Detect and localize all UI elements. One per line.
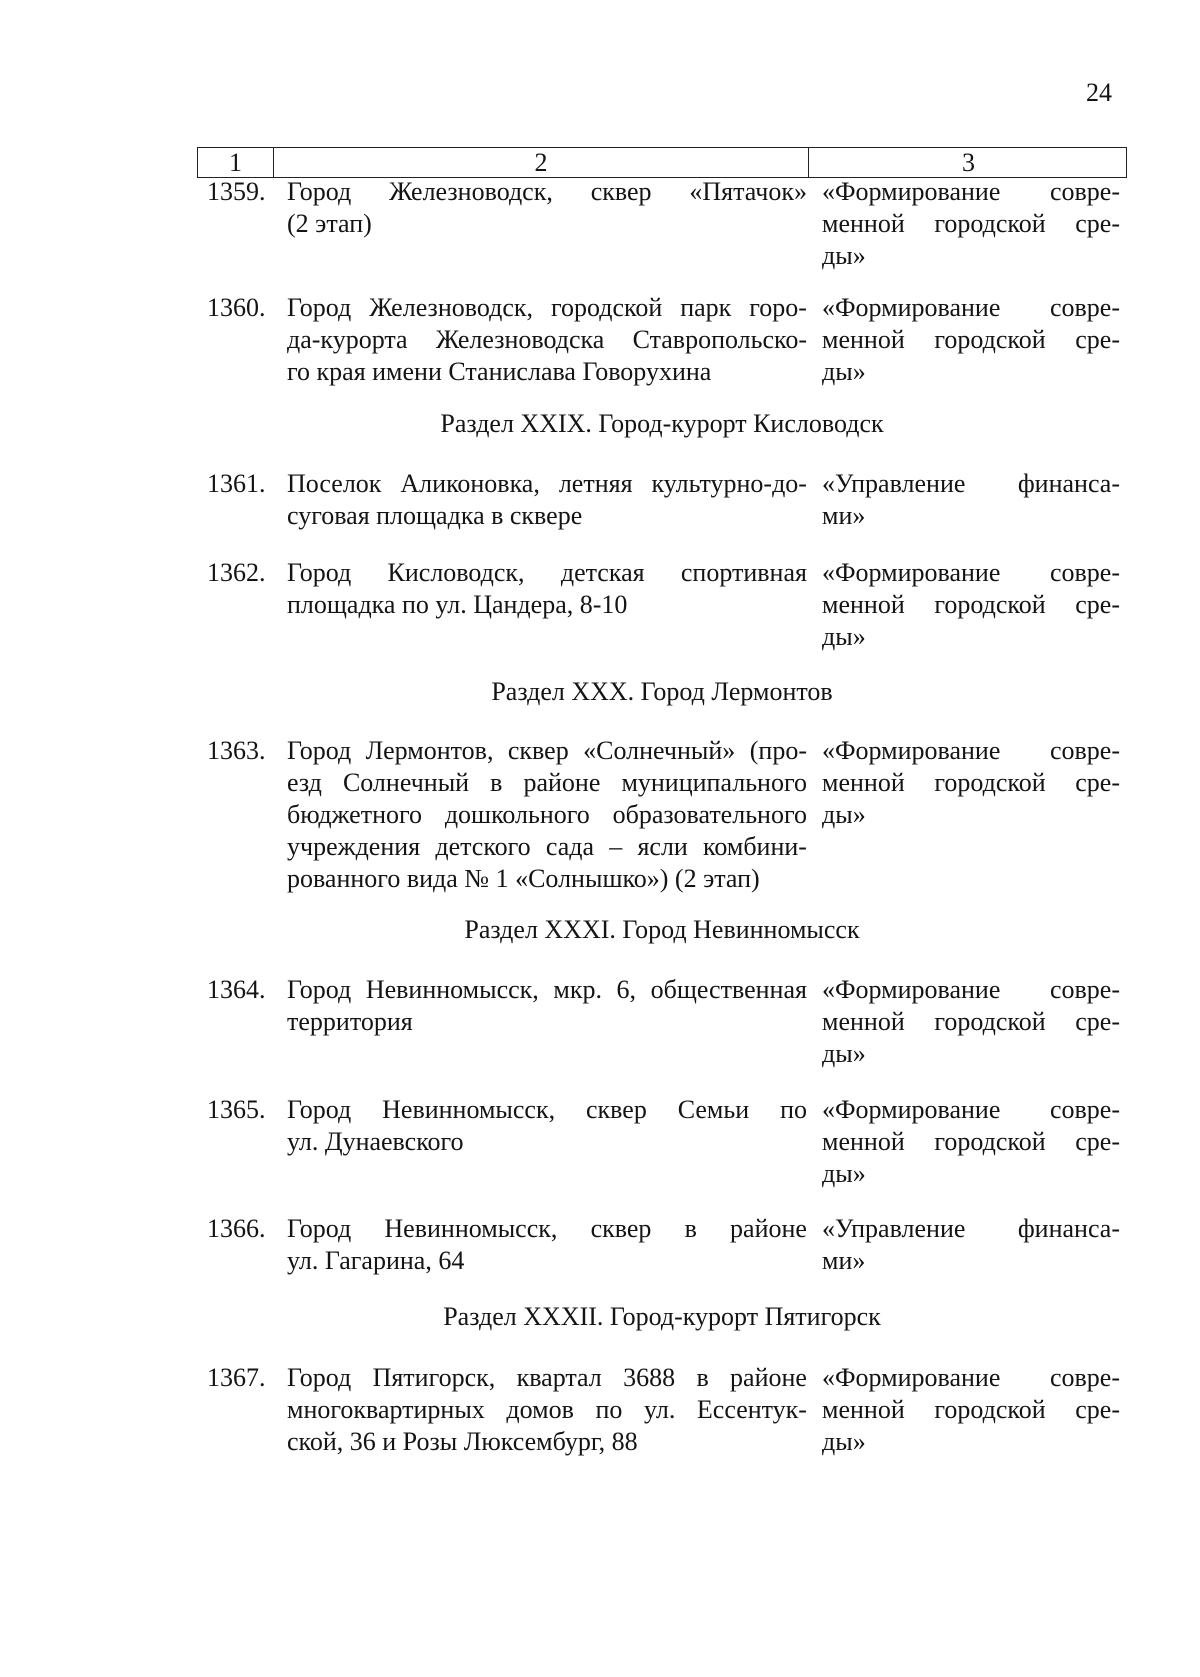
row-number: 1361. bbox=[207, 469, 266, 498]
text-line: ды» bbox=[822, 1039, 866, 1068]
text-line: «Управление финанса- bbox=[822, 1214, 1120, 1243]
text-line: (2 этап) bbox=[287, 209, 372, 238]
text-line: Город Невинномысск, сквер в районе bbox=[287, 1214, 807, 1243]
text-line: ды» bbox=[822, 357, 866, 386]
text-line: площадка по ул. Цандера, 8-10 bbox=[287, 590, 628, 619]
page-number: 24 bbox=[1086, 78, 1112, 107]
text-line: территория bbox=[287, 1007, 413, 1036]
program-name bbox=[822, 1213, 1120, 1277]
text-line: ул. Дунаевского bbox=[287, 1127, 464, 1156]
text-line: ды» bbox=[822, 1427, 866, 1456]
text-line: менной городской сре- bbox=[822, 1395, 1120, 1424]
program-name bbox=[822, 468, 1120, 532]
text-line: многоквартирных домов по ул. Ессентук- bbox=[287, 1395, 807, 1424]
section-heading: Раздел XXX. Город Лермонтов bbox=[491, 677, 833, 706]
text-line: рованного вида № 1 «Солнышко») (2 этап) bbox=[287, 864, 760, 893]
object-name bbox=[287, 1094, 807, 1158]
row-number: 1360. bbox=[207, 293, 266, 322]
object-name bbox=[287, 974, 807, 1038]
text-line: менной городской сре- bbox=[822, 768, 1120, 797]
text-line: ды» bbox=[822, 800, 866, 829]
text-line: ды» bbox=[822, 241, 866, 270]
text-line: менной городской сре- bbox=[822, 209, 1120, 238]
header-col-1: 1 bbox=[229, 148, 242, 177]
object-name bbox=[287, 468, 807, 532]
object-name bbox=[287, 176, 807, 240]
program-name bbox=[822, 974, 1120, 1070]
program-name bbox=[822, 176, 1120, 272]
text-line: ми» bbox=[822, 501, 866, 530]
text-line: бюджетного дошкольного образовательного bbox=[287, 800, 807, 829]
row-number: 1366. bbox=[207, 1214, 266, 1243]
text-line: «Формирование совре- bbox=[822, 558, 1120, 587]
text-line: ми» bbox=[822, 1246, 866, 1275]
text-line: го края имени Станислава Говорухина bbox=[287, 357, 712, 386]
object-name bbox=[287, 1213, 807, 1277]
text-line: да-курорта Железноводска Ставропольско- bbox=[287, 325, 807, 354]
text-line: «Управление финанса- bbox=[822, 469, 1120, 498]
text-line: Город Пятигорск, квартал 3688 в районе bbox=[287, 1363, 807, 1392]
row-number: 1359. bbox=[207, 177, 266, 206]
text-line: ул. Гагарина, 64 bbox=[287, 1246, 465, 1275]
object-name bbox=[287, 1362, 807, 1458]
text-line: учреждения детского сада – ясли комбини- bbox=[287, 832, 807, 861]
header-col-3: 3 bbox=[962, 148, 975, 177]
row-number: 1363. bbox=[207, 736, 266, 765]
text-line: «Формирование совре- bbox=[822, 736, 1120, 765]
text-line: ды» bbox=[822, 622, 866, 651]
row-number: 1367. bbox=[207, 1363, 266, 1392]
text-line: суговая площадка в сквере bbox=[287, 501, 583, 530]
program-name bbox=[822, 557, 1120, 653]
text-line: менной городской сре- bbox=[822, 590, 1120, 619]
row-number: 1362. bbox=[207, 558, 266, 587]
header-col-2: 2 bbox=[534, 148, 548, 177]
text-line: Город Невинномысск, мкр. 6, общественная bbox=[287, 975, 807, 1004]
text-line: ской, 36 и Розы Люксембург, 88 bbox=[287, 1427, 638, 1456]
text-line: Город Лермонтов, сквер «Солнечный» (про- bbox=[287, 736, 807, 765]
object-name bbox=[287, 735, 807, 895]
row-number: 1364. bbox=[207, 975, 266, 1004]
text-line: Поселок Аликоновка, летняя культурно-до- bbox=[287, 469, 807, 498]
object-name bbox=[287, 557, 807, 621]
program-name bbox=[822, 1362, 1120, 1458]
text-line: «Формирование совре- bbox=[822, 1095, 1120, 1124]
program-name bbox=[822, 735, 1120, 831]
text-line: «Формирование совре- bbox=[822, 1363, 1120, 1392]
row-number: 1365. bbox=[207, 1095, 266, 1124]
text-line: Город Кисловодск, детская спортивная bbox=[287, 558, 807, 587]
section-heading: Раздел XXXII. Город-курорт Пятигорск bbox=[443, 1302, 881, 1331]
text-line: Город Железноводск, сквер «Пятачок» bbox=[287, 177, 807, 206]
text-line: Город Невинномысск, сквер Семьи по bbox=[287, 1095, 807, 1124]
program-name bbox=[822, 292, 1120, 388]
text-line: Город Железноводск, городской парк горо- bbox=[287, 293, 807, 322]
text-line: езд Солнечный в районе муниципального bbox=[287, 768, 807, 797]
text-line: менной городской сре- bbox=[822, 1127, 1120, 1156]
text-line: менной городской сре- bbox=[822, 1007, 1120, 1036]
text-line: «Формирование совре- bbox=[822, 177, 1120, 206]
text-line: менной городской сре- bbox=[822, 325, 1120, 354]
table-header bbox=[197, 147, 1127, 178]
program-name bbox=[822, 1094, 1120, 1190]
text-line: ды» bbox=[822, 1159, 866, 1188]
section-heading: Раздел XXIX. Город-курорт Кисловодск bbox=[440, 409, 884, 438]
section-heading: Раздел XXXI. Город Невинномысск bbox=[464, 915, 860, 944]
text-line: «Формирование совре- bbox=[822, 293, 1120, 322]
object-name bbox=[287, 292, 807, 388]
text-line: «Формирование совре- bbox=[822, 975, 1120, 1004]
